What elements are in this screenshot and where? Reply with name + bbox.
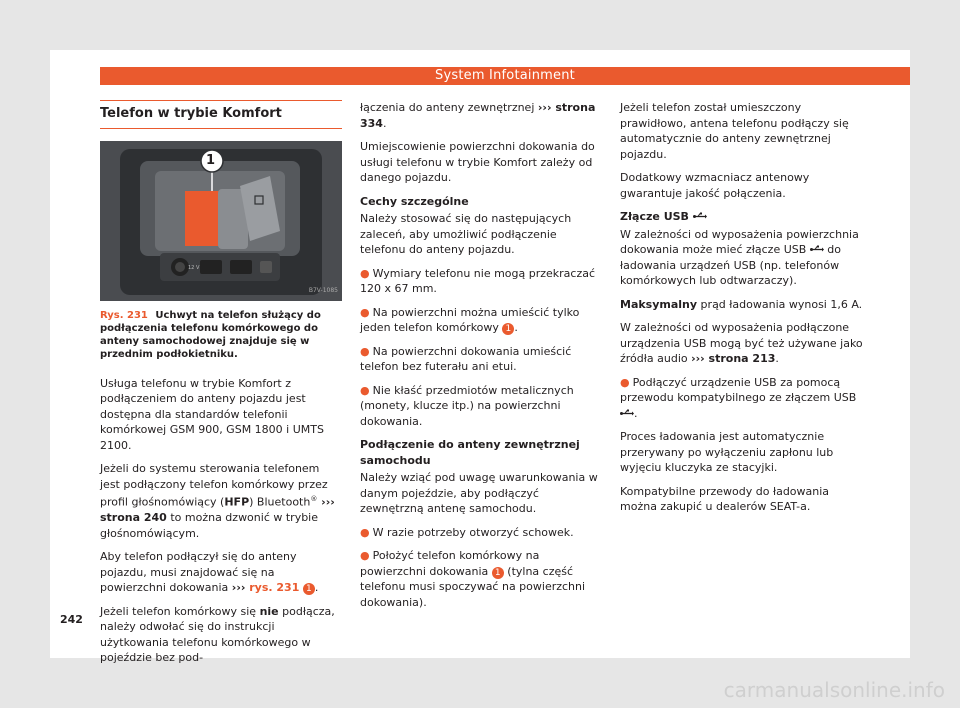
port-label: 12 V xyxy=(188,264,200,271)
text-span: . xyxy=(514,321,518,334)
emphasis: nie xyxy=(259,604,279,618)
bullet-icon: ● xyxy=(360,383,370,397)
hfp-label: HFP xyxy=(224,495,250,509)
bullet-text: Na powierzchni dokowania umieścić telefon bez futerału ani etui. xyxy=(360,344,572,373)
caption-number: Rys. 231 xyxy=(100,309,148,321)
subheading: Podłączenie do anteny zewnętrznej samochodu xyxy=(360,438,580,467)
paragraph: Jeżeli telefon został umieszczony prawidłowo, antena telefonu podłączy się automatycznie do anteny zewnętrznej pojazdu. xyxy=(620,101,849,161)
figure-caption xyxy=(100,309,342,361)
subheading: Cechy szczególne xyxy=(360,194,469,208)
page-link[interactable]: strona 240 xyxy=(100,511,167,525)
bullet-item xyxy=(360,548,603,610)
bullet-text: Wymiary telefonu nie mogą przekraczać 120 x 67 mm. xyxy=(360,266,596,295)
text-span: to można dzwonić w trybie głośnomówiącym. xyxy=(100,511,319,540)
bullet-text: Położyć telefon komórkowy na powierzchni dokowania xyxy=(360,549,540,578)
bullet-icon: ● xyxy=(360,266,370,280)
bullet-text: W razie potrzeby otworzyć schowek. xyxy=(372,525,574,539)
text-span: prąd ładowania wynosi 1,6 A. xyxy=(697,297,863,311)
text-span: . xyxy=(382,116,387,130)
text-span: Aby telefon podłączył się do anteny pojazdu, musi znajdować się na powierzchni dokowania xyxy=(100,550,297,595)
page-link[interactable]: strona 213 xyxy=(708,352,776,365)
text-span: łączenia do anteny zewnętrznej xyxy=(360,101,538,114)
bullet-icon: ● xyxy=(360,525,370,539)
bullet-icon: ● xyxy=(360,549,370,562)
text-span: Jeżeli do systemu sterowania telefonem jest podłączony telefon komórkowy przez profil głośnomówiący ( xyxy=(100,462,328,509)
manual-page xyxy=(50,50,910,665)
usb-icon xyxy=(693,212,707,221)
page-number: 242 xyxy=(60,613,83,626)
paragraph xyxy=(620,297,865,313)
text-span: W zależności od wyposażenia powierzchnia dokowania może mieć złącze USB xyxy=(620,227,859,256)
column-2 xyxy=(360,100,603,618)
text-span: . xyxy=(634,406,638,420)
header-bar: System Infotainment xyxy=(100,67,910,85)
bullet-icon: ● xyxy=(360,344,370,358)
paragraph xyxy=(620,227,865,289)
paragraph: Dodatkowy wzmacniacz antenowy gwarantuje jakość połączenia. xyxy=(620,171,810,200)
bullet-item xyxy=(360,305,603,336)
text-span: . xyxy=(775,352,779,365)
bullet-text: Podłączyć urządzenie USB za pomocą przewodu kompatybilnego ze złączem USB xyxy=(620,375,857,404)
page-link[interactable]: strona 334 xyxy=(360,101,596,130)
paragraph: Umiejscowienie powierzchni dokowania do usługi telefonu w trybie Komfort zależy od danego pojazdu. xyxy=(360,140,595,184)
bullet-icon: ● xyxy=(360,305,370,319)
armrest-illustration xyxy=(100,141,342,301)
column-1 xyxy=(100,100,342,674)
column-3 xyxy=(620,100,865,523)
bullet-item xyxy=(620,375,865,422)
watermark: carmanualsonline.info xyxy=(723,678,945,702)
image-code: B7V-1085 xyxy=(308,287,338,294)
subheading xyxy=(620,209,865,225)
bullet-item xyxy=(360,266,603,297)
paragraph xyxy=(620,320,865,367)
text-span: Jeżeli telefon komórkowy się xyxy=(100,604,260,618)
paragraph xyxy=(360,100,603,131)
text-span: do ładowania urządzeń USB (np. telefonów komórkowych lub odtwarzaczy). xyxy=(620,243,842,287)
bullet-item xyxy=(360,525,603,541)
callout-number-icon: 1 xyxy=(206,152,216,168)
paragraph xyxy=(100,604,342,666)
paragraph: Należy stosować się do następujących zaleceń, aby umożliwić podłączenie telefonu do anteny pojazdu. xyxy=(360,212,572,256)
usb-icon xyxy=(620,409,634,418)
text-span: . xyxy=(314,581,319,595)
paragraph xyxy=(100,461,342,541)
bullet-text: Nie kłaść przedmiotów metalicznych (monety, klucze itp.) na powierzchni dokowania. xyxy=(360,383,574,428)
arrow-icon: ››› xyxy=(317,495,335,509)
paragraph xyxy=(100,549,342,596)
text-span: W zależności od wyposażenia podłączone urządzenia USB mogą być też używane jako źródła audio xyxy=(620,321,863,365)
figure-phone-holder xyxy=(100,141,342,301)
text-span: ) Bluetooth xyxy=(249,495,311,509)
paragraph: Usługa telefonu w trybie Komfort z podłączeniem do anteny pojazdu jest dostępna dla standardów telefonii komórkowej GSM 900, GSM 1800 i UMTS 2100. xyxy=(100,376,324,452)
usb-icon xyxy=(810,245,824,254)
figure-link[interactable]: rys. 231 xyxy=(245,581,300,595)
paragraph: Kompatybilne przewody do ładowania można zakupić u dealerów SEAT-a. xyxy=(620,484,830,513)
paragraph: Proces ładowania jest automatycznie przerywany po wyłączeniu zapłonu lub wyjęciu kluczyka ze stacyjki. xyxy=(620,430,834,474)
text-span: (tylna część telefonu musi spoczywać na powierzchni dokowania). xyxy=(360,564,586,609)
emphasis: Maksymalny xyxy=(620,297,698,311)
bullet-item xyxy=(360,383,603,430)
arrow-icon: ››› xyxy=(231,581,246,595)
text-span: podłącza, należy odwołać się do instrukcji użytkowania telefonu komórkowego w pojeździe bez pod- xyxy=(100,604,335,665)
section-title: Telefon w trybie Komfort xyxy=(100,100,342,129)
bullet-item xyxy=(360,344,603,375)
paragraph: Należy wziąć pod uwagę uwarunkowania w danym pojeździe, aby podłączyć zewnętrzną antenę samochodu. xyxy=(360,471,598,515)
subheading-text: Złącze USB xyxy=(620,210,689,223)
bullet-icon: ● xyxy=(620,375,630,389)
bullet-text: Na powierzchni można umieścić tylko jeden telefon komórkowy xyxy=(360,305,580,334)
caption-text: Uchwyt na telefon służący do podłączenia telefonu komórkowego do anteny samochodowej znajduje się w przednim podłokietniku. xyxy=(100,309,321,360)
registered-mark: ® xyxy=(310,495,318,503)
arrow-icon: ››› xyxy=(537,101,556,114)
arrow-icon: ››› xyxy=(691,352,709,365)
callout-number-icon: 1 xyxy=(492,567,504,579)
callout-number-icon: 1 xyxy=(502,323,514,335)
callout-number-icon: 1 xyxy=(303,583,315,595)
